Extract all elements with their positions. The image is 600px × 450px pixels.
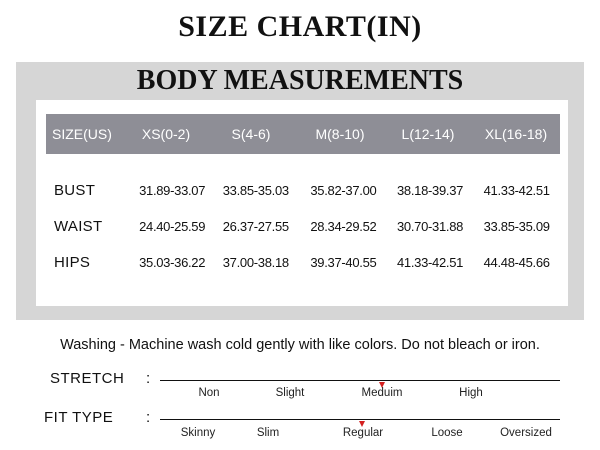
table-cell: 26.37-27.55: [222, 218, 289, 234]
fit-type-option: Loose: [431, 427, 463, 439]
table-cell: 35.82-37.00: [310, 182, 377, 198]
table-cell: 24.40-25.59: [139, 218, 206, 234]
page-title: SIZE CHART(IN): [178, 10, 422, 43]
stretch-option: Non: [198, 387, 220, 399]
stretch-scale-line: [160, 380, 560, 381]
stretch-label: STRETCH: [50, 370, 125, 387]
fit-type-option: Slim: [256, 427, 280, 439]
fit-type-option: Oversized: [500, 427, 552, 439]
table-cell: 33.85-35.03: [222, 182, 289, 198]
header-cell: M(8-10): [315, 126, 365, 142]
fit-type-scale-line: [160, 419, 560, 420]
table-cell: 41.33-42.51: [483, 182, 550, 198]
header-cell: S(4-6): [231, 126, 271, 142]
size-table: [36, 100, 568, 306]
header-cell: XS(0-2): [141, 126, 191, 142]
fit-type-option-selected: Regular: [342, 427, 384, 439]
row-label: BUST: [54, 181, 96, 199]
table-row-hips: [46, 250, 560, 274]
fit-type-option: Skinny: [180, 427, 216, 439]
fit-type-label: FIT TYPE: [44, 409, 114, 426]
stretch-option: Slight: [275, 387, 305, 399]
header-cell: XL(16-18): [484, 126, 548, 142]
table-row-bust: [46, 178, 560, 202]
table-row-waist: [46, 214, 560, 238]
header-cell: L(12-14): [401, 126, 455, 142]
table-cell: 35.03-36.22: [139, 254, 206, 270]
table-header-row: [46, 114, 560, 154]
stretch-option-selected: Meduim: [361, 387, 403, 399]
stretch-colon: :: [146, 370, 151, 387]
body-measurements-panel: [16, 62, 584, 320]
table-cell: 38.18-39.37: [396, 182, 464, 198]
table-cell: 31.89-33.07: [139, 182, 206, 198]
table-cell: 37.00-38.18: [222, 254, 289, 270]
row-label: HIPS: [54, 253, 91, 271]
fit-type-colon: :: [146, 409, 151, 426]
table-cell: 33.85-35.09: [483, 218, 550, 234]
table-cell: 30.70-31.88: [396, 218, 464, 234]
washing-instructions: Washing - Machine wash cold gently with like colors. Do not bleach or iron.: [60, 337, 540, 353]
table-cell: 39.37-40.55: [310, 254, 377, 270]
table-cell: 28.34-29.52: [310, 218, 377, 234]
row-label: WAIST: [54, 217, 103, 235]
table-cell: 44.48-45.66: [483, 254, 550, 270]
stretch-option: High: [459, 387, 483, 399]
header-cell: SIZE(US): [52, 126, 112, 142]
panel-title: BODY MEASUREMENTS: [136, 65, 464, 96]
table-cell: 41.33-42.51: [396, 254, 464, 270]
